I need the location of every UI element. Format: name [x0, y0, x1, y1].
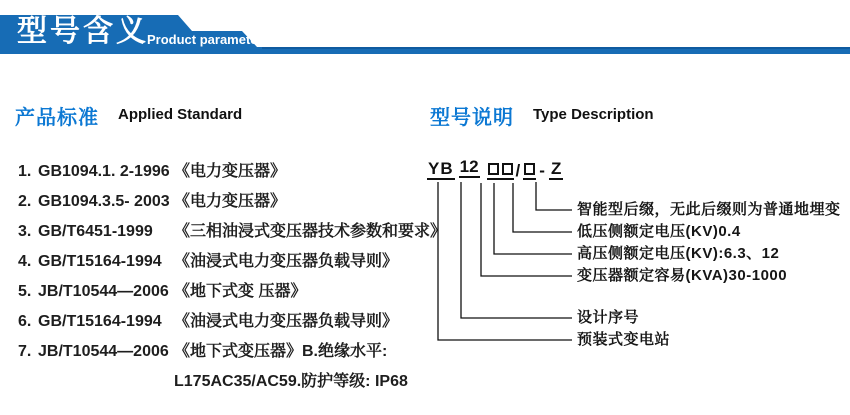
model-dash: - [539, 161, 545, 180]
placeholder-box-icon [524, 163, 535, 175]
standard-item [18, 247, 430, 277]
standard-title [174, 337, 430, 397]
standard-code: JB/T10544—2006 [38, 343, 169, 360]
model-prefix: YB [428, 159, 454, 178]
standard-item [18, 277, 430, 307]
model-suffix: Z [550, 159, 562, 178]
standard-code: GB/T6451-1999 [38, 223, 153, 240]
banner-edge-line [262, 47, 850, 49]
standard-item [18, 307, 430, 337]
applied-standard-heading-zh: 产品标准 [15, 107, 99, 129]
applied-standard-heading-en: Applied Standard [118, 106, 243, 123]
diagram-label-lv-voltage: 低压侧额定电压(KV)0.4 [577, 223, 741, 240]
diagram-label-hv-voltage: 高压侧额定电压(KV):6.3、12 [577, 245, 780, 262]
model-placeholder-box [523, 163, 536, 180]
type-description-heading-zh: 型号说明 [430, 107, 514, 129]
standard-title: 《油浸式电力变压器负载导则》 [174, 253, 399, 270]
diagram-label-design-serial: 设计序号 [577, 309, 640, 326]
standard-number: 4. [18, 253, 32, 270]
standard-title: 《地下式变 压器》 [174, 283, 307, 300]
standard-code: GB/T15164-1994 [38, 313, 162, 330]
diagram-label-rated-capacity: 变压器额定容易(KVA)30-1000 [577, 267, 788, 284]
standard-title: 《三相油浸式变压器技术参数和要求》 [174, 223, 447, 240]
model-placeholder-boxes [487, 163, 514, 180]
placeholder-box-icon [488, 163, 499, 175]
standard-code: JB/T10544—2006 [38, 283, 169, 300]
standard-code: GB1094.3.5- 2003 [38, 193, 170, 210]
model-slash: / [515, 161, 521, 180]
standard-code: GB/T15164-1994 [38, 253, 162, 270]
standard-code: GB1094.1. 2-1996 [38, 163, 170, 180]
standard-number: 6. [18, 313, 32, 330]
page-title: 型号含义 [17, 15, 149, 48]
placeholder-box-icon [502, 163, 513, 175]
model-code [427, 157, 563, 180]
standard-number: 2. [18, 193, 32, 210]
diagram-label-prefab-station: 预装式变电站 [577, 331, 671, 348]
standard-number: 1. [18, 163, 32, 180]
standard-title-line1: 《地下式变压器》B.绝缘水平: [174, 343, 388, 360]
standard-title: 《电力变压器》 [174, 163, 287, 180]
standard-item [18, 217, 447, 247]
page-subtitle: Product parameters [147, 32, 270, 47]
standard-number: 5. [18, 283, 32, 300]
standard-item [18, 187, 430, 217]
type-description-heading-en: Type Description [533, 106, 654, 123]
standard-number: 7. [18, 343, 32, 360]
diagram-label-suffix: 智能型后缀，无此后缀则为普通地埋变 [577, 201, 841, 218]
standard-item [18, 337, 430, 397]
standard-title-line2: L175AC35/AC59.防护等级: IP68 [174, 373, 408, 390]
standard-title: 《油浸式电力变压器负载导则》 [174, 313, 399, 330]
model-series-number: 12 [459, 157, 479, 176]
standard-title: 《电力变压器》 [174, 193, 287, 210]
standard-item [18, 157, 430, 187]
standard-number: 3. [18, 223, 32, 240]
